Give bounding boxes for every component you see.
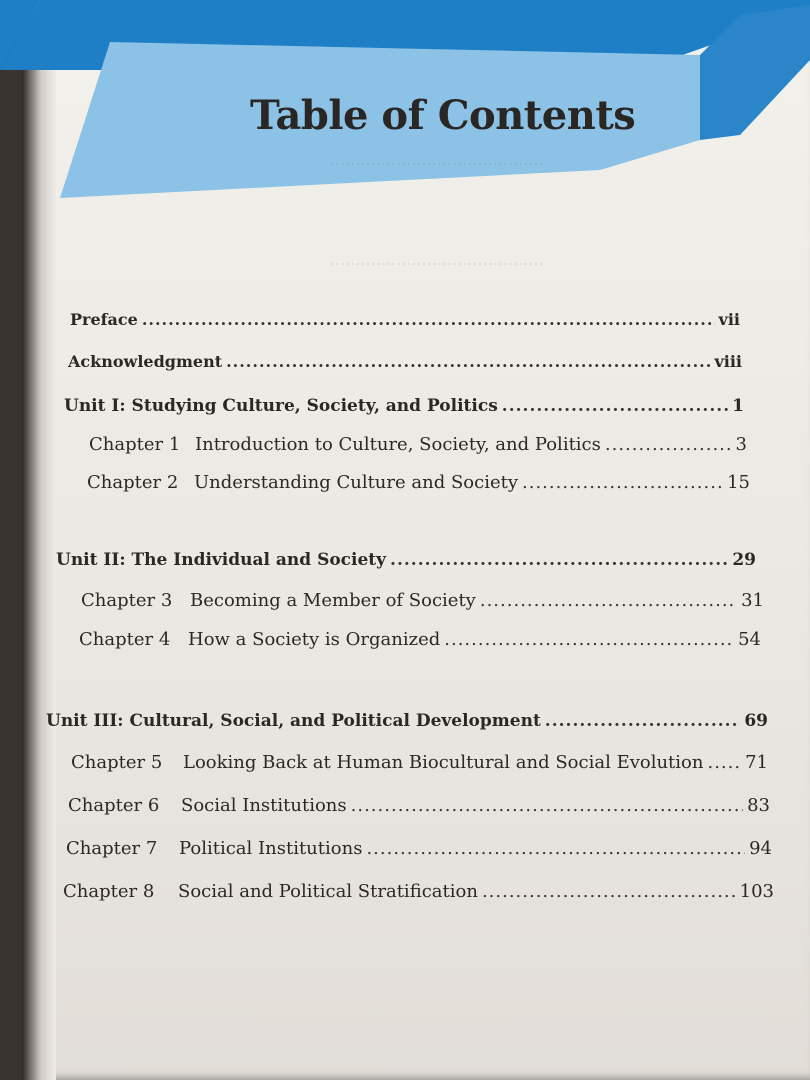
leader-dots bbox=[482, 881, 736, 902]
toc-unit-label: Unit III: Cultural, Social, and Political Development bbox=[46, 711, 541, 731]
toc-chapter-2[interactable] bbox=[87, 472, 750, 493]
toc-chapter-title: Understanding Culture and Society bbox=[194, 472, 519, 493]
toc-chapter-5[interactable] bbox=[71, 752, 768, 773]
toc-entry-acknowledgment[interactable] bbox=[68, 352, 742, 371]
toc-chapter-4[interactable] bbox=[79, 629, 761, 650]
toc-chapter-number: Chapter 8 bbox=[63, 881, 155, 902]
toc-page-number: 29 bbox=[732, 550, 756, 570]
toc-entry-preface[interactable] bbox=[70, 310, 740, 329]
toc-chapter-number: Chapter 1 bbox=[89, 434, 181, 455]
page-title: Table of Contents bbox=[250, 92, 636, 139]
toc-page-number: 94 bbox=[749, 838, 772, 859]
leader-dots bbox=[142, 310, 715, 329]
leader-dots bbox=[502, 396, 728, 416]
toc-page-number: vii bbox=[718, 310, 740, 329]
toc-page-number: 71 bbox=[745, 752, 768, 773]
toc-chapter-7[interactable] bbox=[66, 838, 772, 859]
leader-dots bbox=[545, 711, 741, 731]
toc-chapter-title: Introduction to Culture, Society, and Politics bbox=[195, 434, 601, 455]
show-through-text: .......................................... bbox=[330, 150, 544, 169]
toc-chapter-3[interactable] bbox=[81, 590, 764, 611]
leader-dots bbox=[366, 838, 745, 859]
toc-chapter-title: Looking Back at Human Biocultural and Social Evolution bbox=[183, 752, 704, 773]
leader-dots bbox=[390, 550, 728, 570]
toc-chapter-1[interactable] bbox=[89, 434, 747, 455]
toc-chapter-title: Political Institutions bbox=[179, 838, 363, 859]
toc-page-number: 31 bbox=[741, 590, 764, 611]
show-through-text: .......................................... bbox=[330, 250, 544, 269]
toc-unit-label: Unit II: The Individual and Society bbox=[56, 550, 387, 570]
toc-unit-2[interactable] bbox=[56, 550, 756, 570]
toc-unit-label: Unit I: Studying Culture, Society, and Politics bbox=[64, 396, 498, 416]
leader-dots bbox=[351, 795, 743, 816]
toc-chapter-number: Chapter 3 bbox=[81, 590, 173, 611]
toc-chapter-number: Chapter 2 bbox=[87, 472, 179, 493]
toc-unit-3[interactable] bbox=[46, 711, 768, 731]
leader-dots bbox=[444, 629, 734, 650]
toc-page-number: 54 bbox=[738, 629, 761, 650]
toc-unit-1[interactable] bbox=[64, 396, 744, 416]
toc-chapter-number: Chapter 7 bbox=[66, 838, 158, 859]
toc-chapter-title: Social Institutions bbox=[181, 795, 347, 816]
toc-page-number: 1 bbox=[732, 396, 744, 416]
toc-chapter-title: Social and Political Stratification bbox=[178, 881, 478, 902]
toc-page-number: 69 bbox=[744, 711, 768, 731]
toc-page-number: 83 bbox=[747, 795, 770, 816]
toc-chapter-number: Chapter 4 bbox=[79, 629, 171, 650]
toc-entry-label: Preface bbox=[70, 310, 138, 329]
toc-page-number: 15 bbox=[727, 472, 750, 493]
leader-dots bbox=[226, 352, 710, 371]
toc-chapter-title: How a Society is Organized bbox=[188, 629, 441, 650]
leader-dots bbox=[707, 752, 741, 773]
leader-dots bbox=[480, 590, 737, 611]
toc-chapter-6[interactable] bbox=[68, 795, 770, 816]
toc-page-number: viii bbox=[714, 352, 742, 371]
toc-entry-label: Acknowledgment bbox=[68, 352, 223, 371]
toc-page-number: 103 bbox=[739, 881, 774, 902]
leader-dots bbox=[605, 434, 732, 455]
toc-chapter-number: Chapter 6 bbox=[68, 795, 160, 816]
leader-dots bbox=[522, 472, 723, 493]
toc-chapter-number: Chapter 5 bbox=[71, 752, 163, 773]
toc-chapter-title: Becoming a Member of Society bbox=[190, 590, 476, 611]
toc-page-number: 3 bbox=[735, 434, 747, 455]
toc-chapter-8[interactable] bbox=[63, 881, 774, 902]
